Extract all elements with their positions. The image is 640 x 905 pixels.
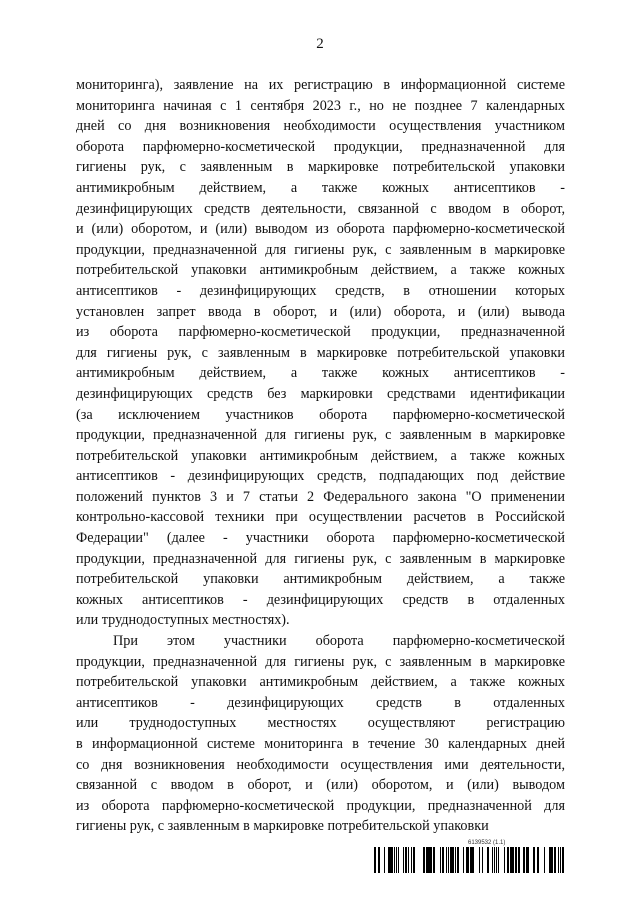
text-line: потребительской упаковки антимикробным действием, а также кожных: [76, 262, 565, 279]
text-line: дней со дня возникновения необходимости осуществления участником: [76, 118, 565, 135]
text-line: контрольно-кассовой техники при осуществлении расчетов в Российской: [76, 509, 565, 526]
text-line: для гигиены рук, с заявленным в маркировке потребительской упаковки: [76, 344, 565, 361]
text-line: Федерации" (далее - участники оборота парфюмерно-косметической: [76, 530, 565, 547]
text-line: При этом участники оборота парфюмерно-косметической: [113, 633, 565, 650]
text-line: антисептиков - дезинфицирующих средств, в отношении которых: [76, 282, 565, 299]
text-line: антисептиков - дезинфицирующих средств, подпадающих под действие: [76, 468, 565, 485]
text-line: дезинфицирующих средств без маркировки средствами идентификации: [76, 385, 565, 402]
text-line: антимикробным действием, а также кожных антисептиков -: [76, 365, 565, 382]
text-line: антисептиков - дезинфицирующих средств в отдаленных: [76, 694, 565, 711]
text-line: или труднодоступных местностях).: [76, 612, 290, 629]
text-line: из оборота парфюмерно-косметической продукции, предназначенной для: [76, 797, 565, 814]
text-line: продукции, предназначенной для гигиены рук, с заявленным в маркировке: [76, 241, 565, 258]
paragraph-2: [76, 631, 565, 837]
text-line: в информационной системе мониторинга в течение 30 календарных дней: [76, 736, 565, 752]
text-line: мониторинга начиная с 1 сентября 2023 г., но не позднее 7 календарных: [76, 97, 565, 114]
text-line: продукции, предназначенной для гигиены рук, с заявленным в маркировке: [76, 427, 565, 444]
text-line: гигиены рук, с заявленным в маркировке потребительской упаковки: [76, 818, 489, 835]
text-line: со дня возникновения необходимости осуществления ими деятельности,: [76, 756, 565, 773]
document-body: [76, 75, 565, 837]
text-line: дезинфицирующих средств деятельности, связанной с вводом в оборот,: [76, 200, 565, 217]
text-line: продукции, предназначенной для гигиены рук, с заявленным в маркировке: [76, 653, 565, 670]
text-line: гигиены рук, с заявленным в маркировке потребительской упаковки: [76, 159, 565, 176]
text-line: (за исключением участников оборота парфюмерно-косметической: [76, 406, 565, 423]
text-line: или труднодоступных местностях осуществляют регистрацию: [76, 715, 565, 732]
text-line: связанной с вводом в оборот, и (или) оборотом, и (или) выводом: [76, 777, 565, 794]
text-line: мониторинга), заявление на их регистрацию в информационной системе: [76, 77, 565, 93]
text-line: оборота парфюмерно-косметической продукции, предназначенной для: [76, 138, 565, 155]
page-number: 2: [316, 36, 324, 52]
text-line: потребительской упаковки антимикробным действием, а также кожных: [76, 447, 565, 464]
text-line: из оборота парфюмерно-косметической продукции, предназначенной: [76, 324, 565, 341]
text-line: положений пунктов 3 и 7 статьи 2 Федерального закона "О применении: [76, 488, 565, 505]
text-line: потребительской упаковки антимикробным действием, а также кожных: [76, 674, 565, 691]
text-line: кожных антисептиков - дезинфицирующих средств в отдаленных: [76, 591, 565, 608]
paragraph-1: [76, 75, 565, 631]
text-line: антимикробным действием, а также кожных антисептиков -: [76, 179, 565, 196]
text-line: установлен запрет ввода в оборот, и (или) оборота, и (или) вывода: [76, 303, 565, 320]
text-line: и (или) оборотом, и (или) выводом из оборота парфюмерно-косметической: [76, 221, 565, 238]
document-code: 6139532 (1.1): [468, 840, 506, 846]
text-line: продукции, предназначенной для гигиены рук, с заявленным в маркировке: [76, 550, 565, 567]
barcode-icon: [372, 847, 565, 873]
text-line: потребительской упаковки антимикробным действием, а также: [76, 571, 565, 588]
